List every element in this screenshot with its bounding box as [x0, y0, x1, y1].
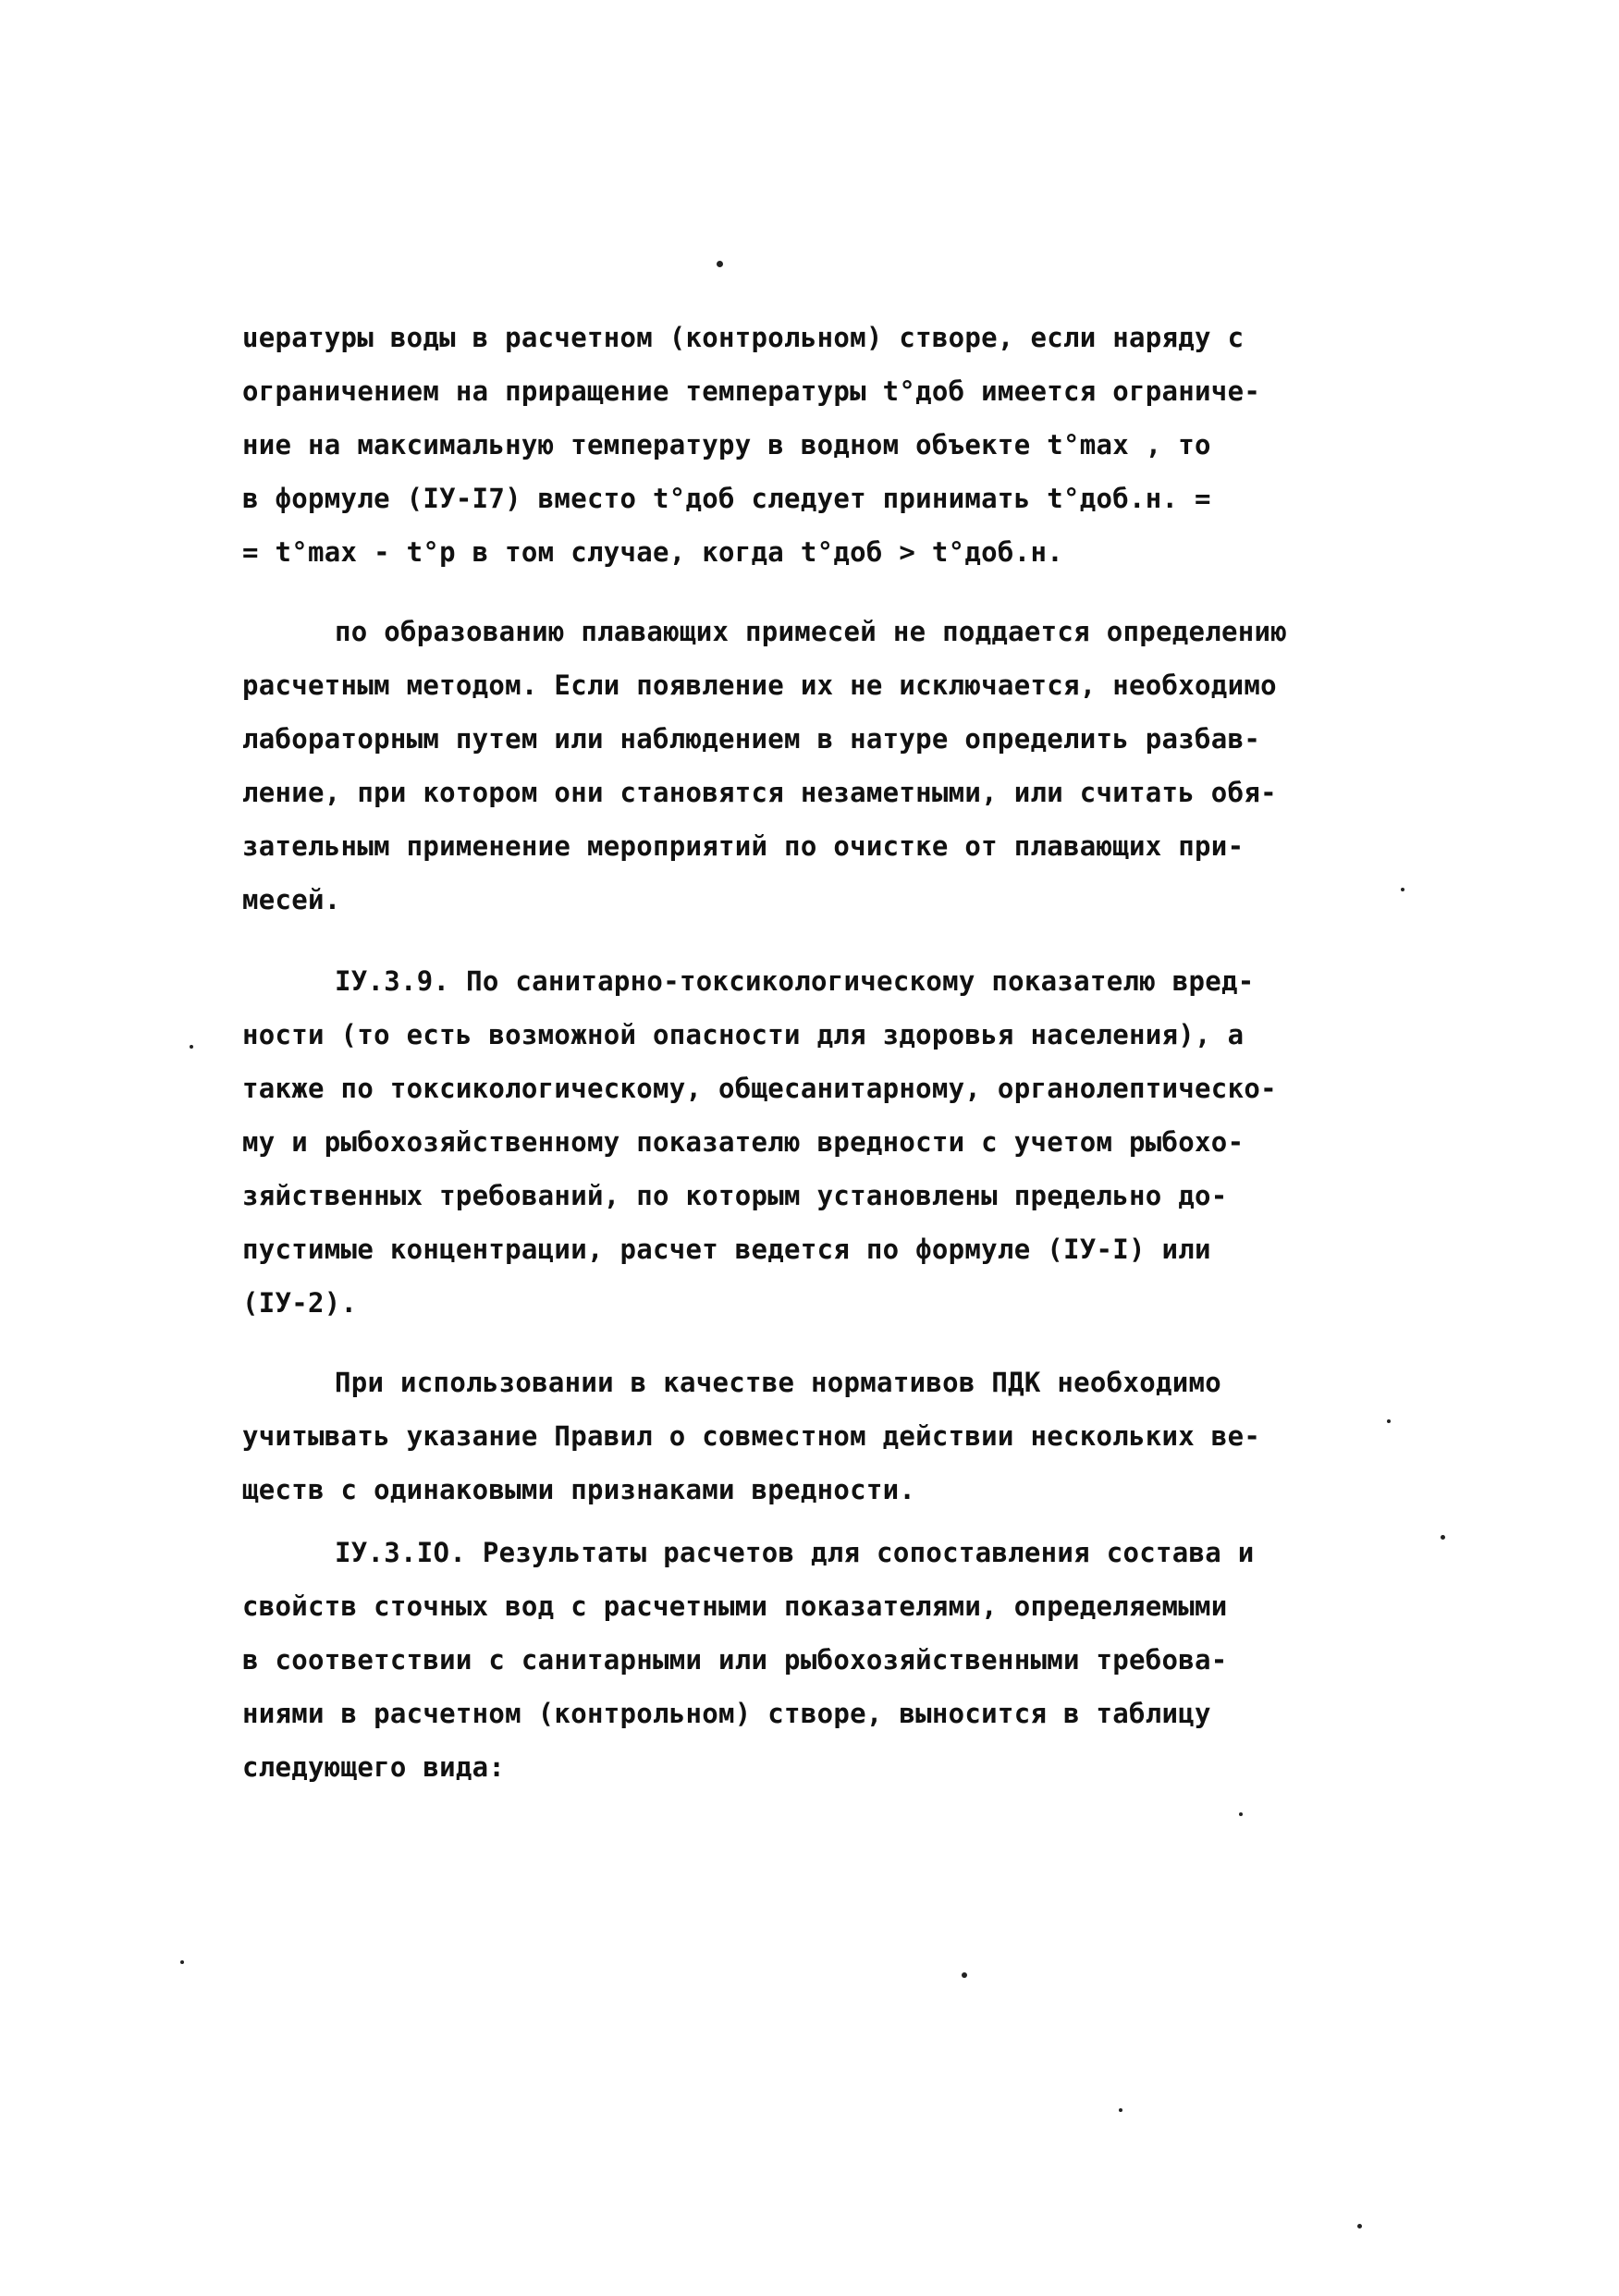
text-line: пустимые концентрации, расчет ведется по формуле (IУ-I) или [242, 1234, 1211, 1265]
text-line: ограничением на приращение температуры t°доб имеется ограниче- [242, 375, 1261, 407]
text-line: месей. [242, 884, 341, 915]
scan-speck [1357, 2224, 1362, 2228]
scan-speck [190, 1045, 193, 1049]
text-line: зяйственных требований, по которым установлены предельно до- [242, 1180, 1228, 1211]
paragraph-floating-impurities [242, 605, 1389, 927]
text-line: ности (то есть возможной опасности для здоровья населения), а [242, 1019, 1245, 1050]
scan-speck [962, 1972, 967, 1978]
text-line: uepaтуры воды в расчетном (контрольном) створе, если наряду с [242, 322, 1245, 353]
text-line: лабораторным путем или наблюдением в натуре определить разбав- [242, 723, 1261, 755]
paragraph-section-4-3-10 [242, 1526, 1389, 1794]
text-line: му и рыбохозяйственному показателю вредности с учетом рыбохо- [242, 1126, 1245, 1158]
text-line: ниями в расчетном (контрольном) створе, выносится в таблицу [242, 1698, 1211, 1729]
paragraph-pdk-norms [242, 1356, 1389, 1516]
text-line: При использовании в качестве нормативов ПДК необходимо [335, 1367, 1222, 1398]
text-line: ние на максимальную температуру в водном объекте t°max , то [242, 429, 1211, 460]
text-line: по образованию плавающих примесей не поддается определению [335, 616, 1288, 647]
text-line: следующего вида: [242, 1751, 506, 1783]
scan-speck [1119, 2108, 1122, 2112]
scan-speck [1441, 1535, 1445, 1540]
text-line: также по токсикологическому, общесанитарному, органолептическо- [242, 1073, 1277, 1104]
text-line: в соответствии с санитарными или рыбохозяйственными требова- [242, 1644, 1228, 1676]
scan-speck [1401, 888, 1404, 891]
scan-speck [180, 1960, 184, 1964]
paragraph-temperature [242, 311, 1389, 579]
text-line: ление, при котором они становятся незаметными, или считать обя- [242, 777, 1277, 808]
text-line: расчетным методом. Если появление их не исключается, необходимо [242, 669, 1277, 701]
text-line: свойств сточных вод с расчетными показателями, определяемыми [242, 1590, 1228, 1622]
scan-speck [1387, 1419, 1391, 1423]
scan-speck [1239, 1812, 1243, 1816]
text-line: учитывать указание Правил о совместном действии нескольких ве- [242, 1420, 1261, 1452]
text-line: ществ с одинаковыми признаками вредности. [242, 1474, 916, 1505]
text-line: IУ.3.IO. Результаты расчетов для сопоставления состава и [335, 1537, 1255, 1568]
text-line: = t°max - t°p в том случае, когда t°доб > t°доб.н. [242, 536, 1063, 568]
text-line: в формуле (IУ-I7) вместо t°доб следует принимать t°доб.н. = [242, 483, 1211, 514]
paragraph-section-4-3-9 [242, 954, 1389, 1330]
text-line: зательным применение мероприятий по очистке от плавающих при- [242, 830, 1245, 862]
text-line: (IУ-2). [242, 1287, 358, 1319]
scan-speck [717, 261, 723, 267]
text-line: IУ.3.9. По санитарно-токсикологическому показателю вред- [335, 965, 1255, 997]
